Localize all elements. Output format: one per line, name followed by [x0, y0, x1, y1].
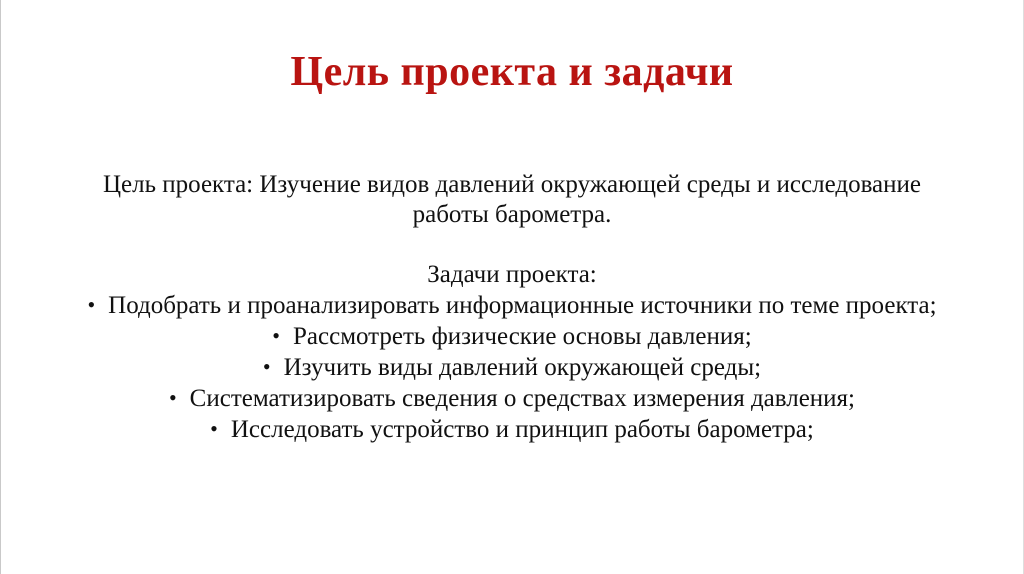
- task-item: [39, 352, 985, 383]
- task-item: [39, 414, 985, 445]
- bullet-icon: •: [262, 354, 271, 379]
- task-list: [39, 290, 985, 445]
- slide-title: Цель проекта и задачи: [290, 49, 734, 95]
- task-item-label: Подобрать и проанализировать информационные источники по теме проекта;: [108, 292, 937, 319]
- task-item: [39, 383, 985, 414]
- tasks-heading: Задачи проекта:: [427, 261, 597, 288]
- bullet-icon: •: [210, 416, 218, 441]
- task-item-label: Систематизировать сведения о средствах измерения давления;: [189, 385, 856, 412]
- goal-line-2: работы барометра.: [412, 201, 612, 228]
- bullet-icon: •: [168, 385, 177, 410]
- slide-body: [1, 170, 1023, 445]
- task-item: [39, 290, 985, 321]
- goal-line-1: Цель проекта: Изучение видов давлений окружающей среды и исследование: [102, 171, 921, 198]
- goal-paragraph: [39, 170, 985, 230]
- task-item: [39, 321, 985, 352]
- task-item-label: Исследовать устройство и принцип работы барометра;: [230, 416, 814, 443]
- bullet-icon: •: [87, 292, 96, 317]
- task-item-label: Изучить виды давлений окружающей среды;: [283, 354, 762, 381]
- bullet-icon: •: [272, 323, 280, 348]
- task-item-label: Рассмотреть физические основы давления;: [293, 323, 752, 350]
